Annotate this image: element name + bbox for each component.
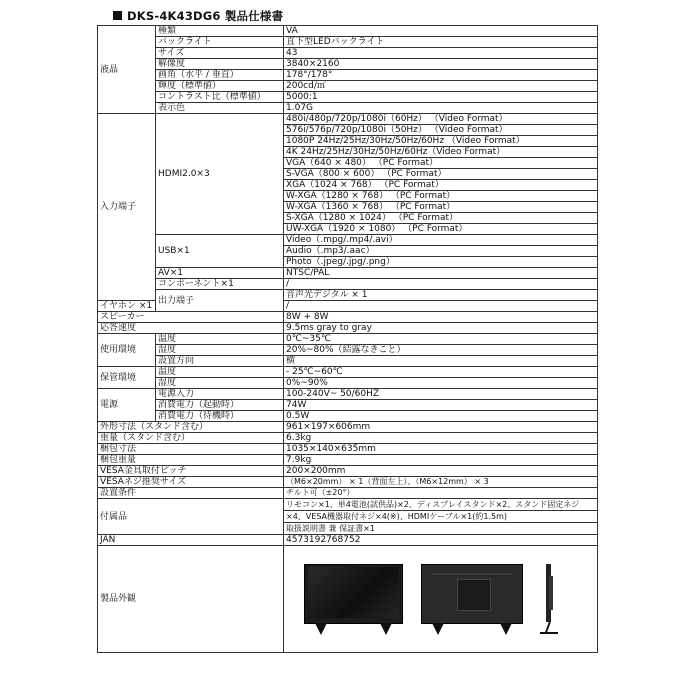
- spec-value: 3840×2160: [284, 59, 598, 70]
- product-photos: [284, 546, 598, 653]
- spec-value: NTSC/PAL: [284, 268, 598, 279]
- spec-key: VESAネジ推奨サイズ: [98, 477, 284, 488]
- spec-value: Video（.mpg/.mp4/.avi）: [284, 235, 598, 246]
- section-label-power: 電源: [98, 389, 156, 422]
- spec-value: UW-XGA（1920 × 1080） （PC Format）: [284, 224, 598, 235]
- tv-back-panel: [457, 579, 491, 611]
- title-text: DKS-4K43DG6 製品仕様書: [127, 9, 284, 23]
- spec-key: イヤホン ×1: [98, 301, 156, 312]
- tv-foot-left: [315, 623, 327, 635]
- table-row: [98, 546, 598, 653]
- tv-vent: [432, 573, 512, 575]
- table-row: [98, 422, 598, 433]
- spec-key-hdmi: HDMI2.0×3: [156, 114, 284, 235]
- table-row: [98, 92, 598, 103]
- photo-area: [284, 546, 597, 652]
- spec-key: 外形寸法（スタンド含む）: [98, 422, 284, 433]
- table-row: [98, 345, 598, 356]
- table-row: [98, 466, 598, 477]
- spec-value: 横: [284, 356, 598, 367]
- table-row: [98, 312, 598, 323]
- spec-key: コントラスト比（標準値）: [156, 92, 284, 103]
- spec-value: 4K 24Hz/25Hz/30Hz/50Hz/60Hz（Video Format）: [284, 147, 598, 158]
- spec-value: （M6×20mm） × 1（背面左上）、（M6×12mm） × 3: [284, 477, 598, 488]
- spec-value: 9.5ms gray to gray: [284, 323, 598, 334]
- table-row: [98, 477, 598, 488]
- tv-side-bulge: [549, 576, 553, 610]
- spec-key: 消費電力（起動時）: [156, 400, 284, 411]
- table-row: [98, 290, 598, 301]
- spec-key: VESA金具取付ピッチ: [98, 466, 284, 477]
- spec-key: 電源入力: [156, 389, 284, 400]
- table-row: [98, 499, 598, 511]
- spec-value: 1035×140×635mm: [284, 444, 598, 455]
- tv-foot-right: [380, 623, 392, 635]
- table-row: [98, 411, 598, 422]
- spec-key: 音声光デジタル × 1: [284, 290, 598, 301]
- table-row: [98, 323, 598, 334]
- section-label-env-store: 保管環境: [98, 367, 156, 389]
- spec-value: 0℃~35℃: [284, 334, 598, 345]
- spec-value: 1.07G: [284, 103, 598, 114]
- section-label-input: 入力端子: [98, 114, 156, 301]
- spec-value: 4573192768752: [284, 535, 598, 546]
- spec-value: 7.9kg: [284, 455, 598, 466]
- spec-value: S-XGA（1280 × 1024） （PC Format）: [284, 213, 598, 224]
- spec-key: JAN: [98, 535, 284, 546]
- spec-value: 直下型LEDバックライト: [284, 37, 598, 48]
- spec-key: 種類: [156, 26, 284, 37]
- table-row: [98, 70, 598, 81]
- spec-key: コンポーネント×1: [156, 279, 284, 290]
- spec-key: 表示色: [156, 103, 284, 114]
- spec-value: 43: [284, 48, 598, 59]
- spec-value: /: [284, 279, 598, 290]
- spec-key: 解像度: [156, 59, 284, 70]
- table-row: [98, 334, 598, 345]
- spec-value: Audio（.mp3/.aac）: [284, 246, 598, 257]
- table-row: [98, 279, 598, 290]
- spec-value: 480i/480p/720p/1080i（60Hz） （Video Format）: [284, 114, 598, 125]
- spec-key: 温度: [156, 367, 284, 378]
- spec-key: 輝度（標準値）: [156, 81, 284, 92]
- spec-value: 200×200mm: [284, 466, 598, 477]
- spec-value: 576i/576p/720p/1080i（50Hz） （Video Format）: [284, 125, 598, 136]
- tv-front-image: [304, 564, 403, 624]
- table-row: [98, 81, 598, 92]
- table-row: [98, 444, 598, 455]
- table-row: [98, 400, 598, 411]
- spec-key: 温度: [156, 334, 284, 345]
- section-label-env-use: 使用環境: [98, 334, 156, 367]
- spec-value: 74W: [284, 400, 598, 411]
- spec-value: 20%~80%（結露なきこと）: [284, 345, 598, 356]
- spec-table: [97, 25, 598, 653]
- spec-key-usb: USB×1: [156, 235, 284, 268]
- spec-key: サイズ: [156, 48, 284, 59]
- spec-value: 5000:1: [284, 92, 598, 103]
- table-row: [98, 48, 598, 59]
- table-row: [98, 367, 598, 378]
- spec-value: - 25℃~60℃: [284, 367, 598, 378]
- spec-key: 応答速度: [98, 323, 284, 334]
- spec-value: 1080P 24Hz/25Hz/30Hz/50Hz/60Hz （Video Format）: [284, 136, 598, 147]
- spec-value: S-VGA（800 × 600） （PC Format）: [284, 169, 598, 180]
- spec-key: 重量（スタンド含む）: [98, 433, 284, 444]
- tv-side-foot: [540, 622, 558, 634]
- tv-foot-left: [432, 623, 444, 635]
- spec-key: 梱包重量: [98, 455, 284, 466]
- table-row: [98, 235, 598, 246]
- spec-value: 0%~90%: [284, 378, 598, 389]
- spec-key: 梱包寸法: [98, 444, 284, 455]
- accessory-line: ×4、VESA機器取付ネジ×4(※)、HDMIケーブル×1(約1.5m): [284, 511, 598, 523]
- section-label-output: 出力端子: [156, 290, 284, 312]
- spec-key: スピーカー: [98, 312, 284, 323]
- spec-key: 消費電力（待機時）: [156, 411, 284, 422]
- spec-value: VA: [284, 26, 598, 37]
- table-row: [98, 103, 598, 114]
- table-row: [98, 114, 598, 125]
- table-row: [98, 389, 598, 400]
- spec-key: 設置条件: [98, 488, 284, 499]
- spec-value: チルト可（±20°）: [284, 488, 598, 499]
- spec-value: 178°/178°: [284, 70, 598, 81]
- spec-key: 湿度: [156, 345, 284, 356]
- table-row: [98, 455, 598, 466]
- table-row: [98, 356, 598, 367]
- table-row: [98, 535, 598, 546]
- table-row: [98, 268, 598, 279]
- table-row: [98, 59, 598, 70]
- spec-value: XGA（1024 × 768） （PC Format）: [284, 180, 598, 191]
- accessory-line: 取扱説明書 兼 保証書×1: [284, 523, 598, 535]
- spec-value: W-XGA（1280 × 768） （PC Format）: [284, 191, 598, 202]
- spec-value: Photo（.jpeg/.jpg/.png）: [284, 257, 598, 268]
- spec-key-accessories: 付属品: [98, 499, 284, 535]
- tv-foot-right: [500, 623, 512, 635]
- table-row: [98, 488, 598, 499]
- table-row: [98, 37, 598, 48]
- spec-value: 8W + 8W: [284, 312, 598, 323]
- table-row: [98, 378, 598, 389]
- spec-key: 画角（水平 / 垂直）: [156, 70, 284, 81]
- spec-key: バックライト: [156, 37, 284, 48]
- spec-value: 200cd/㎡: [284, 81, 598, 92]
- tv-screen: [308, 567, 399, 618]
- spec-key: AV×1: [156, 268, 284, 279]
- spec-value: /: [284, 301, 598, 312]
- accessory-line: リモコン×1、単4電池(試供品)×2、ディスプレイスタンド×2、スタンド固定ネジ: [284, 499, 598, 511]
- square-bullet-icon: [113, 11, 122, 20]
- spec-value: VGA（640 × 480） （PC Format）: [284, 158, 598, 169]
- spec-value: 961×197×606mm: [284, 422, 598, 433]
- spec-value: 100-240V~ 50/60HZ: [284, 389, 598, 400]
- spec-key-appearance: 製品外観: [98, 546, 284, 653]
- spec-value: 0.5W: [284, 411, 598, 422]
- section-label-lcd: 液晶: [98, 26, 156, 114]
- spec-value: W-XGA（1360 × 768） （PC Format）: [284, 202, 598, 213]
- spec-value: 6.3kg: [284, 433, 598, 444]
- table-row: [98, 433, 598, 444]
- spec-key: 設置方向: [156, 356, 284, 367]
- tv-side-image: [546, 564, 551, 622]
- tv-back-image: [421, 564, 523, 624]
- spec-key: 湿度: [156, 378, 284, 389]
- page-title: [113, 8, 283, 24]
- table-row: [98, 26, 598, 37]
